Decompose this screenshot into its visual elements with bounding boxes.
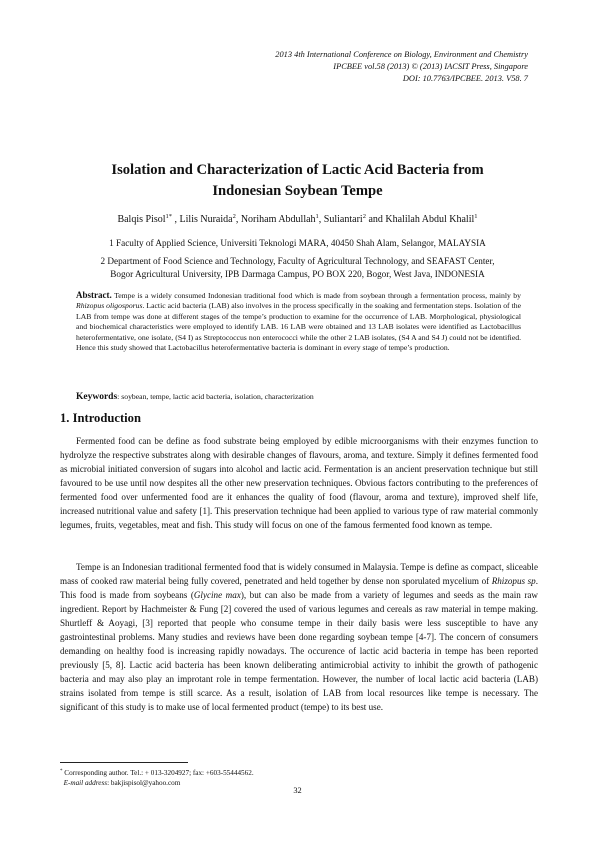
paragraph-text: Fermented food can be define as food substrate being employed by edible microorganisms with their enzymes function to hydrolyze the respective substrates along with desirable changes of flavours, aroma, and texture. Simply it defines fermented food as microbial initiated conversion of sugars into alcohol and lactic acid. Fermentation is an ancient preservation technique but still favoured to be use until now despites all the other new preservation techniques. Obvious factors contributing to the preferences of fermented food over unfermented food are it enhances the quality of food (flavour, aroma and texture), improved shelf life, increased nutritional value and safety [1]. This preservation technique had been applied to various type of raw material commonly legumes, fruits, vegetables, meat and fish. This study will focus on one of the famous fermented food known as tempe. (60, 436, 538, 531)
conference-line: 2013 4th International Conference on Biology, Environment and Chemistry (275, 50, 528, 59)
affiliation-2-line-1: 2 Department of Food Science and Technology, Faculty of Agricultural Technology, and SEAFAST Center, (100, 256, 495, 266)
footnote-email-label: E-mail address (63, 779, 108, 787)
keywords (76, 392, 521, 402)
author-affiliation-mark: 1 (474, 213, 478, 220)
author-separator: , (172, 214, 180, 225)
author-affiliation-mark: 2 (362, 213, 366, 220)
keywords-label: Keywords (76, 392, 118, 402)
author-name: Lilis Nuraida (179, 214, 233, 225)
keywords-text: : soybean, tempe, lactic acid bacteria, isolation, characterization (117, 392, 314, 401)
footnote-mark: * (60, 769, 63, 774)
proceedings-line: IPCBEE vol.58 (2013) © (2013) IACSIT Press, Singapore (333, 62, 528, 71)
running-header (180, 49, 528, 85)
footnote (60, 767, 530, 788)
abstract-label: Abstract. (76, 290, 112, 300)
footnote-contact: Corresponding author. Tel.: + 013-3204927; fax: +603-55444562. (62, 769, 254, 777)
affiliation-1-text: 1 Faculty of Applied Science, Universiti Teknologi MARA, 40450 Shah Alam, Selangor, MALAYSIA (109, 238, 486, 248)
author-list (40, 213, 555, 225)
organism-name: Rhizopus sp (491, 576, 536, 587)
author-separator: , (235, 214, 241, 225)
affiliation-2-line-2: Bogor Agricultural University, IPB Darmaga Campus, PO BOX 220, Bogor, West Java, INDONESIA (110, 269, 485, 279)
paragraph-text: ), but can also be made from a variety of legumes and seeds as the main raw ingredient. Report by Hachmeister & Fung [2] covered the used of various legumes and cereals as raw material in tempe making. Shurtleff & Aoyagi, [3] reported that people who consume tempe in their daily basis were less susceptible to have any gastrointestinal problems. Many studies and reviews have been done regarding soybean tempe [4-7]. The concern of consumers demanding on healthy food is increasing rapidly nowadays. The occurence of lactic acid bacteria in tempe has been reported previously [5, 8]. Lactic acid bacteria has been known deliberating antimicrobial activity to inhibit the growth of pathogenic bacteria and may also play an improtant role in tempe fermentation. However, the number of local lactic acid bacteria (LAB) strains isolated from tempe is still scarce. As a result, isolation of LAB from local resources like tempe is necessary. The significant of this study is to make use of local fermented product (tempe) to its best use. (60, 590, 538, 713)
author-name: Suliantari (323, 214, 363, 225)
title-line-2: Indonesian Soybean Tempe (212, 183, 383, 199)
title-line-1: Isolation and Characterization of Lactic Acid Bacteria from (111, 162, 484, 178)
section-heading: 1. Introduction (60, 411, 141, 425)
organism-name: Glycine max (193, 590, 241, 601)
author-name: Khalilah Abdul Khalil (385, 214, 475, 225)
intro-paragraph-1 (60, 434, 538, 532)
author-affiliation-mark: 2 (232, 213, 236, 220)
author-name: Balqis Pisol (117, 214, 166, 225)
footnote-email[interactable]: : bakjispisol@yahoo.com (107, 779, 181, 787)
abstract-text: . Lactic acid bacteria (LAB) also involves in the process specifically in the soaking and fermentation steps. Isolation of the LAB from tempe was done at different stages of the tempe’s production to examine for the occurrence of LAB. Morphological, physiological and biochemical characteristics were employed to identify LAB. 16 LAB were obtained and 13 LAB isolates were identified as Lactobacillus heterofermentative, one isolate, (S4 I) as Streptococcus non enterococci while the other 2 LAB isolates, (S4 A and S4 J) could not be identified. Hence this study showed that Lactobacillus heterofermentative bacteria is dominant in every stage of tempe’s production. (76, 301, 522, 353)
paper-title (60, 160, 535, 202)
intro-paragraph-2 (60, 560, 538, 715)
page-number: 32 (293, 786, 302, 795)
paragraph-text: . This food is made from soybeans ( (60, 576, 538, 601)
author-affiliation-mark: 1 (315, 213, 319, 220)
author-affiliation-mark: 1* (165, 213, 173, 220)
paragraph-text: Tempe is an Indonesian traditional fermented food that is widely consumed in Malaysia. Tempe is define as compact, sliceable mass of cooked raw material being fully covered, penetrated and held together by dense non sporulated mycelium of (60, 562, 538, 587)
abstract-text: Tempe is a widely consumed Indonesian traditional food which is made from soybean through a fermentation process, mainly by (111, 291, 521, 300)
affiliation-2 (40, 255, 555, 281)
author-name: Noriham Abdullah (240, 214, 316, 225)
author-separator: , (318, 214, 324, 225)
abstract-organism: Rhizopus oligosporus (76, 301, 143, 311)
abstract (76, 290, 521, 353)
footnote-divider (60, 762, 188, 763)
affiliation-1 (40, 237, 555, 250)
author-separator: and (365, 214, 386, 225)
doi-line: DOI: 10.7763/IPCBEE. 2013. V58. 7 (402, 74, 528, 83)
